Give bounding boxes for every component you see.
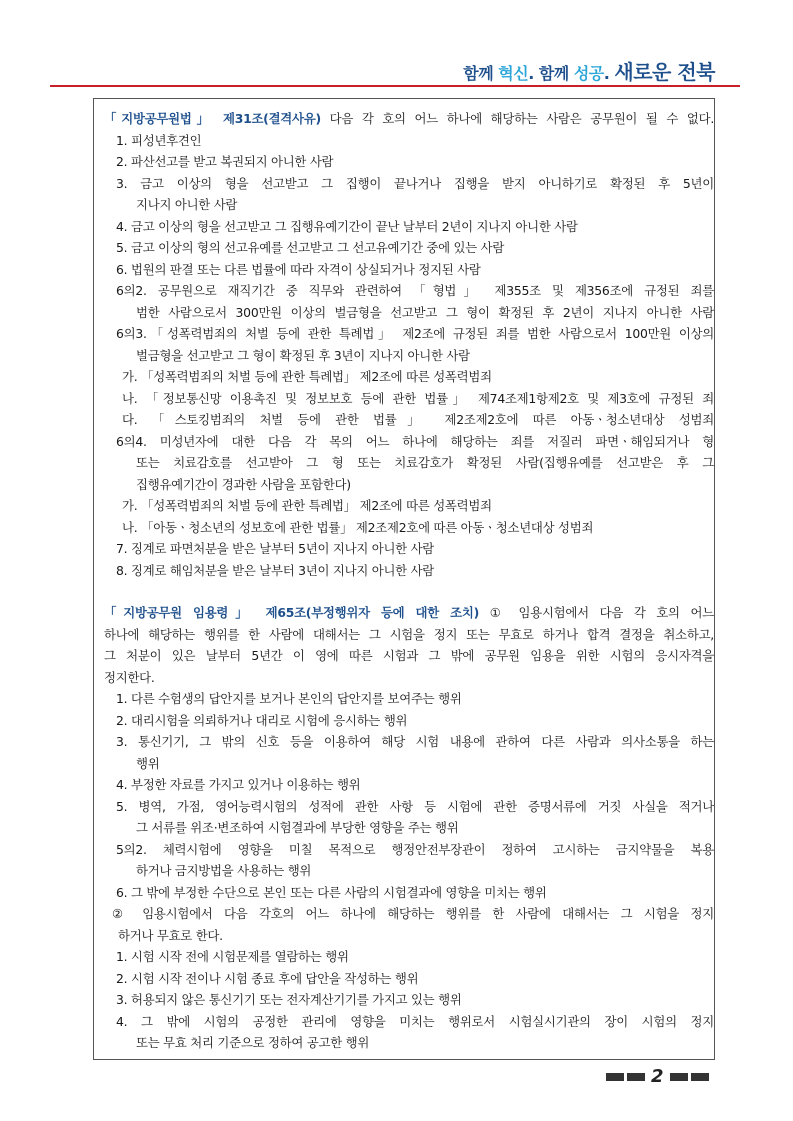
list-item: 1. 다른 수험생의 답안지를 보거나 본인의 답안지를 보여주는 행위 (116, 691, 462, 706)
section1-intro (104, 108, 714, 130)
list-item: 6. 그 밖에 부정한 수단으로 본인 또는 다른 사람의 시험결과에 영향을 미치는 행위 (116, 884, 547, 900)
list-item: 2. 파산선고를 받고 복권되지 아니한 사람 (116, 154, 334, 169)
section-gap (104, 581, 714, 602)
list-item-cont: 벌금형을 선고받고 그 형이 확정된 후 3년이 지나지 아니한 사람 (136, 347, 470, 363)
list-item: 3. 허용되지 않은 통신기기 또는 전자계산기기를 가지고 있는 행위 (116, 992, 462, 1007)
sub-item: 가. 「성폭력범죄의 처벌 등에 관한 특례법」 제2조에 따른 성폭력범죄 (122, 498, 492, 513)
sub-item: 가. 「성폭력범죄의 처벌 등에 관한 특례법」 제2조에 따른 성폭력범죄 (122, 369, 492, 384)
paragraph-line: 그 처분이 있은 날부터 5년간 이 영에 따른 시험과 그 밖에 공무원 임용을 위한 시험의 응시자격을 (104, 648, 714, 663)
list-item: 8. 징계로 해임처분을 받은 날부터 3년이 지나지 아니한 사람 (116, 562, 435, 578)
pager-bar (670, 1073, 688, 1081)
slogan-part: 성공 (573, 64, 604, 83)
list-item-cont: 행위 (136, 755, 160, 771)
pager-bar (691, 1073, 709, 1081)
section1-title: 「지방공무원법」 제31조(결격사유) (104, 111, 321, 126)
list-item: 6의3.「성폭력범죄의 처벌 등에 관한 특례법」 제2조에 규정된 죄를 범한 사람으로서 100만원 이상의 (116, 326, 714, 341)
slogan-part: 혁신 (498, 64, 529, 83)
list-item: 1. 시험 시작 전에 시험문제를 열람하는 행위 (116, 949, 349, 964)
section2-title: 「지방공무원 임용령」 제65조(부정행위자 등에 대한 조치) (104, 605, 480, 620)
document-body (104, 108, 714, 1054)
list-item: 6. 법원의 판결 또는 다른 법률에 따라 자격이 상실되거나 정지된 사람 (116, 261, 481, 277)
header-slogan (463, 56, 715, 85)
paragraph-line: 정지한다. (104, 669, 155, 685)
slogan-part: . 함께 (528, 64, 574, 83)
list-item-cont: 범한 사람으로서 300만원 이상의 벌금형을 선고받고 그 형이 확정된 후 2년이 지나지 아니한 사람 (136, 304, 714, 320)
list-item: 1. 피성년후견인 (116, 132, 202, 148)
list-item: 5. 금고 이상의 형의 선고유예를 선고받고 그 선고유예기간 중에 있는 사람 (116, 240, 505, 255)
list-item: 5. 병역, 가점, 영어능력시험의 성적에 관한 사항 등 시험에 관한 증명서류에 거짓 사실을 적거나 (116, 798, 714, 814)
slogan-part: . (603, 64, 615, 83)
paragraph-item-cont: 하거나 무효로 한다. (118, 927, 223, 943)
paragraph-line: 다음 각 호의 어느 하나에 해당하는 사람은 공무원이 될 수 없다. (320, 111, 715, 126)
paragraph-line: ① 임용시험에서 다음 각 호의 어느 (479, 605, 714, 620)
list-item: 4. 그 밖에 시험의 공정한 관리에 영향을 미치는 행위로서 시험실시기관의 장이 시험의 정지 (116, 1013, 714, 1029)
list-item: 7. 징계로 파면처분을 받은 날부터 5년이 지나지 아니한 사람 (116, 541, 435, 556)
sub-item: 다. 「스토킹범죄의 처벌 등에 관한 법률」 제2조제2호에 따른 아동ㆍ청소년대상 성범죄 (122, 412, 714, 427)
slogan-part: 새로운 (614, 60, 678, 84)
list-item-cont: 그 서류를 위조·변조하여 시험결과에 부당한 영향을 주는 행위 (136, 820, 459, 835)
pager-bar (627, 1073, 645, 1081)
header-divider (50, 85, 740, 87)
pager-bar (606, 1073, 624, 1081)
page-number (606, 1066, 712, 1087)
slogan-part: 전북 (677, 60, 715, 84)
list-item: 4. 부정한 자료를 가지고 있거나 이용하는 행위 (116, 777, 361, 792)
list-item: 5의2. 체력시험에 영향을 미칠 목적으로 행정안전부장관이 정하여 고시하는 금지약물을 복용 (116, 841, 714, 857)
list-item-cont: 또는 치료감호를 선고받아 그 형 또는 치료감호가 확정된 사람(집행유예를 선고받은 후 그 (136, 455, 714, 470)
list-item-cont: 지나지 아니한 사람 (136, 197, 238, 212)
list-item-cont: 하거나 금지방법을 사용하는 행위 (136, 863, 312, 878)
list-item-cont: 또는 무효 처리 기준으로 정하여 공고한 행위 (136, 1035, 370, 1050)
list-item: 3. 금고 이상의 형을 선고받고 그 집행이 끝나거나 집행을 받지 아니하기로 확정된 후 5년이 (116, 175, 714, 191)
paragraph-line: 하나에 해당하는 행위를 한 사람에 대해서는 그 시험을 정지 또는 무효로 하거나 합격 결정을 취소하고, (104, 626, 714, 642)
paragraph-item: ② 임용시험에서 다음 각호의 어느 하나에 해당하는 행위를 한 사람에 대해서는 그 시험을 정지 (112, 906, 714, 921)
sub-item: 나. 「정보통신망 이용촉진 및 정보보호 등에 관한 법률」 제74조제1항제2호 및 제3호에 규정된 죄 (122, 390, 714, 406)
sub-item: 나. 「아동ㆍ청소년의 성보호에 관한 법률」 제2조제2호에 따른 아동ㆍ청소년대상 성범죄 (122, 519, 594, 535)
slogan-part: 함께 (463, 64, 499, 83)
list-item: 3. 통신기기, 그 밖의 신호 등을 이용하여 해당 시험 내용에 관하여 다른 사람과 의사소통을 하는 (116, 734, 714, 749)
section2-intro (104, 602, 714, 624)
list-item: 4. 금고 이상의 형을 선고받고 그 집행유예기간이 끝난 날부터 2년이 지나지 아니한 사람 (116, 218, 578, 234)
list-item: 2. 대리시험을 의뢰하거나 대리로 시험에 응시하는 행위 (116, 712, 408, 728)
list-item: 2. 시험 시작 전이나 시험 종료 후에 답안을 작성하는 행위 (116, 970, 419, 986)
list-item-cont: 집행유예기간이 경과한 사람을 포함한다) (136, 476, 351, 492)
list-item: 6의2. 공무원으로 재직기간 중 직무와 관련하여 「형법」 제355조 및 제356조에 규정된 죄를 (116, 283, 714, 298)
page-number-label: 2 (651, 1066, 664, 1087)
list-item: 6의4. 미성년자에 대한 다음 각 목의 어느 하나에 해당하는 죄를 저질러 파면ㆍ해임되거나 형 (116, 433, 714, 449)
